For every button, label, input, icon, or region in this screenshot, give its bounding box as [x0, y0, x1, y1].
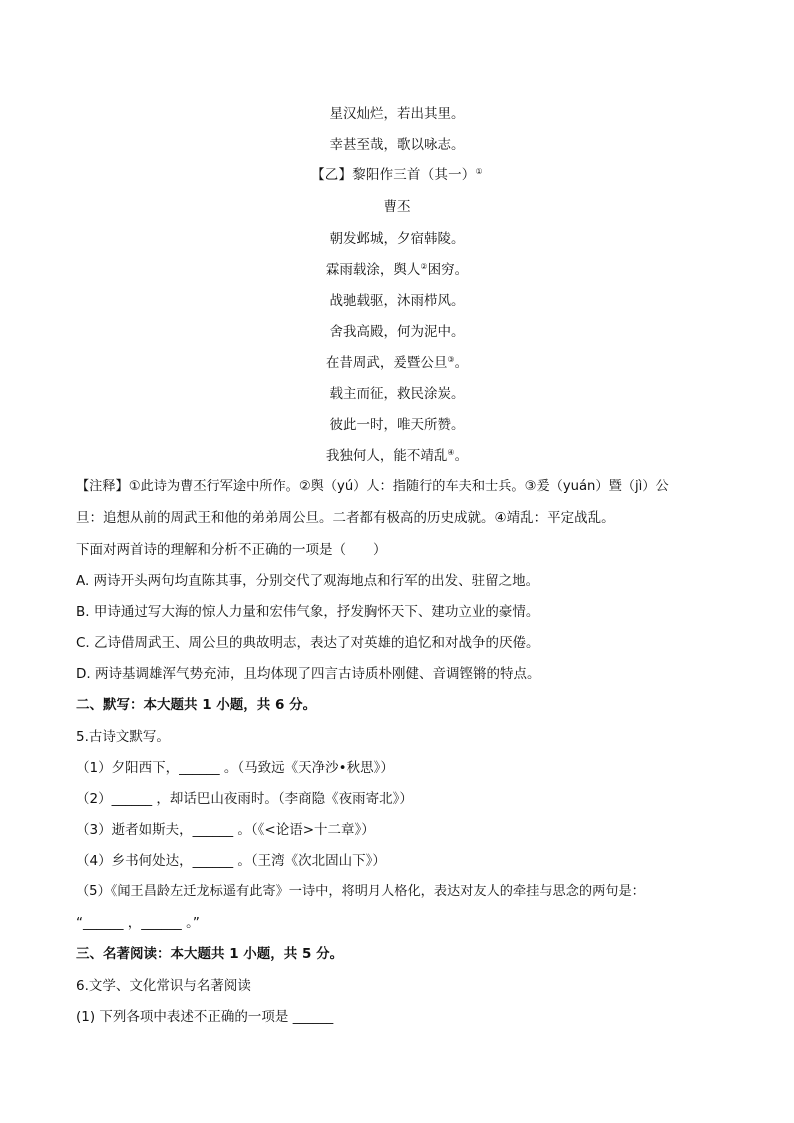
dictation-item: （2）______ ，却话巴山夜雨时。（李商隐《夜雨寄北》） — [76, 791, 413, 807]
annotation-line: 【注释】①此诗为曹丕行军途中所作。②舆（yú）人：指随行的车夫和士兵。③爰（yuán）暨（jì）公 — [76, 479, 669, 494]
poem-yi-line: 在昔周武，爰暨公旦③。 — [325, 355, 469, 371]
option-c: C. 乙诗借周武王、周公旦的典故明志，表达了对英雄的追忆和对战争的厌倦。 — [76, 635, 540, 651]
footnote-mark: ④ — [447, 448, 455, 457]
footnote-mark: ③ — [447, 355, 455, 364]
poem-yi-line: 朝发邺城，夕宿韩陵。 — [329, 231, 465, 247]
poem-yi-title: 【乙】黎阳作三首（其一）① — [311, 167, 483, 183]
dictation-item: （4）乡书何处达，______ 。（王湾《次北固山下》） — [76, 853, 386, 869]
question-title: 6.文学、文化常识与名著阅读 — [76, 978, 251, 994]
option-b: B. 甲诗通过写大海的惊人力量和宏伟气象，抒发胸怀天下、建功立业的豪情。 — [76, 604, 540, 620]
question-stem: 下面对两首诗的理解和分析不正确的一项是（ ） — [76, 542, 387, 558]
poem-yi-line: 舍我高殿，何为泥中。 — [329, 324, 465, 340]
poem-yi-line: 战驰载驱，沐雨栉风。 — [329, 293, 465, 309]
poem-yi-author: 曹丕 — [383, 199, 411, 215]
dictation-item: “______ ，______ 。” — [76, 915, 200, 931]
question-title: 5.古诗文默写。 — [76, 729, 170, 745]
option-d: D. 两诗基调雄浑气势充沛，且均体现了四言古诗质朴刚健、音调铿锵的特点。 — [76, 666, 541, 682]
annotation-line: 旦：追想从前的周武王和他的弟弟周公旦。二者都有极高的历史成就。④靖乱：平定战乱。 — [76, 510, 615, 526]
poem-yi-line: 霖雨载涂，舆人②困穷。 — [325, 262, 469, 278]
section-heading: 二、默写：本大题共 1 小题，共 6 分。 — [76, 697, 317, 713]
dictation-item: （3）逝者如斯夫，______ 。（《<论语>十二章》） — [76, 822, 375, 838]
footnote-mark: ① — [475, 167, 483, 176]
sub-question: (1) 下列各项中表述不正确的一项是 ______ — [76, 1009, 334, 1025]
poem-jia-line: 星汉灿烂，若出其里。 — [329, 106, 465, 122]
option-a: A. 两诗开头两句均直陈其事，分别交代了观海地点和行军的出发、驻留之地。 — [76, 573, 540, 589]
poem-yi-line: 彼此一时，唯天所赞。 — [329, 417, 465, 433]
dictation-item: （5）《闻王昌龄左迁龙标遥有此寄》一诗中，将明月人格化，表达对友人的牵挂与思念的两句是： — [76, 884, 645, 899]
section-heading: 三、名著阅读：本大题共 1 小题，共 5 分。 — [76, 946, 344, 962]
poem-yi-line: 我独何人，能不靖乱④。 — [325, 448, 469, 464]
poem-yi-line: 载主而征，救民涂炭。 — [329, 386, 465, 402]
dictation-item: （1）夕阳西下，______ 。（马致远《天净沙•秋思》） — [76, 760, 394, 776]
footnote-mark: ② — [420, 262, 428, 271]
poem-jia-line: 幸甚至哉，歌以咏志。 — [329, 137, 465, 153]
